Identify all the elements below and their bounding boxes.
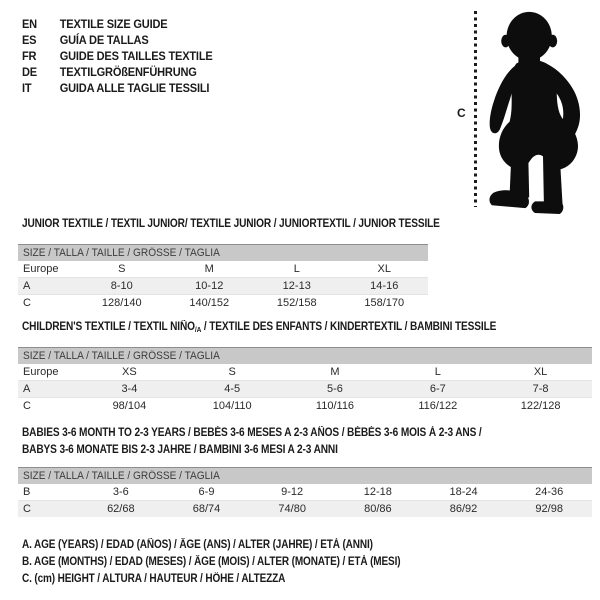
table-cell: 80/86 bbox=[364, 503, 392, 515]
baby-silhouette bbox=[486, 8, 594, 214]
table-row bbox=[18, 261, 428, 278]
table-cell: 10-12 bbox=[195, 280, 224, 292]
table-cell: 24-36 bbox=[535, 486, 564, 498]
table-cell: 92/98 bbox=[535, 503, 563, 515]
row-label: B bbox=[23, 486, 31, 498]
title-text: JUNIOR TEXTILE / TEXTIL JUNIOR/ TEXTILE JUNIOR / JUNIORTEXTIL / JUNIOR TESSILE bbox=[22, 218, 440, 230]
table-cell: 86/92 bbox=[449, 503, 478, 515]
table-cell: S bbox=[118, 263, 126, 275]
table-cell: XL bbox=[533, 366, 548, 378]
table-cell: 98/104 bbox=[112, 400, 147, 412]
language-code: EN bbox=[22, 17, 37, 31]
language-label: GUÍA DE TALLAS bbox=[59, 33, 149, 47]
footnotes-legend bbox=[22, 537, 457, 588]
language-row bbox=[22, 32, 213, 48]
table-cell: 5-6 bbox=[327, 383, 343, 395]
footnote-line: C. (cm) HEIGHT / ALTURA / HAUTEUR / HÖHE / ALTEZZA bbox=[22, 573, 286, 585]
size-table-header bbox=[18, 348, 592, 364]
language-label: GUIDE DES TAILLES TEXTILE bbox=[59, 49, 213, 63]
table-cell: 3-6 bbox=[112, 486, 129, 498]
table-row bbox=[18, 484, 592, 501]
table-cell: 3-4 bbox=[121, 383, 138, 395]
title-subscript: /A bbox=[194, 325, 202, 334]
table-cell: 7-8 bbox=[532, 383, 549, 395]
section-title-line bbox=[22, 425, 524, 442]
table-cell: L bbox=[293, 263, 300, 275]
size-table-header-text: SIZE / TALLA / TAILLE / GRÖSSE / TAGLIA bbox=[23, 470, 220, 482]
table-cell: 74/80 bbox=[278, 503, 306, 515]
title-text: CHILDREN'S TEXTILE / TEXTIL NIÑO bbox=[22, 321, 195, 333]
table-cell: 18-24 bbox=[449, 486, 478, 498]
language-row bbox=[22, 48, 213, 64]
table-row bbox=[18, 364, 592, 381]
table-cell: 104/110 bbox=[212, 400, 252, 412]
row-label: Europe bbox=[23, 263, 59, 275]
table-row bbox=[18, 295, 428, 311]
row-label: C bbox=[23, 297, 31, 309]
size-table-header bbox=[18, 245, 428, 261]
table-cell: 9-12 bbox=[281, 486, 304, 498]
footnote-line: B. AGE (MONTHS) / EDAD (MESES) / ÂGE (MOIS) / ALTER (MONATE) / ETÀ (MESI) bbox=[22, 556, 401, 568]
language-code: IT bbox=[22, 81, 32, 95]
table-cell: 116/122 bbox=[418, 400, 458, 412]
table-cell: M bbox=[204, 263, 214, 275]
table-cell: 4-5 bbox=[224, 383, 241, 395]
table-cell: 14-16 bbox=[370, 280, 399, 292]
section-title-line bbox=[22, 319, 524, 335]
table-cell: 62/68 bbox=[107, 503, 135, 515]
table-cell: M bbox=[330, 366, 340, 378]
title-text: BABIES 3-6 MONTH TO 2-3 YEARS / BEBÉS 3-6 MESES A 2-3 AÑOS / BÉBÉS 3-6 MOIS À 2-3 ANS / bbox=[22, 427, 482, 439]
section-title bbox=[22, 425, 592, 459]
table-cell: 12-13 bbox=[282, 280, 311, 292]
section-babies-textile bbox=[18, 425, 592, 517]
section-title-line bbox=[22, 216, 440, 232]
title-text: BABYS 3-6 MONATE BIS 2-3 JAHRE / BAMBINI 3-6 MESI A 2-3 ANNI bbox=[22, 444, 338, 456]
size-table-header bbox=[18, 468, 592, 484]
language-row bbox=[22, 80, 213, 96]
table-cell: 68/74 bbox=[192, 503, 221, 515]
table-cell: 6-9 bbox=[198, 486, 215, 498]
height-label: C bbox=[457, 106, 466, 120]
size-table-header-text: SIZE / TALLA / TAILLE / GRÖSSE / TAGLIA bbox=[23, 247, 220, 259]
size-table bbox=[18, 467, 592, 517]
table-cell: 6-7 bbox=[429, 383, 446, 395]
section-title bbox=[22, 216, 497, 232]
table-cell: S bbox=[228, 366, 236, 378]
table-cell: 128/140 bbox=[101, 297, 142, 309]
row-label: C bbox=[23, 503, 31, 515]
size-table bbox=[18, 347, 592, 414]
language-list bbox=[22, 16, 229, 96]
section-childrens-textile bbox=[18, 319, 592, 414]
language-code: ES bbox=[22, 33, 37, 47]
table-cell: 140/152 bbox=[189, 297, 230, 309]
title-text: / TEXTILE DES ENFANTS / KINDERTEXTIL / BAMBINI TESSILE bbox=[201, 321, 497, 333]
row-label: Europe bbox=[23, 366, 59, 378]
language-label: GUIDA ALLE TAGLIE TESSILI bbox=[59, 81, 210, 95]
height-dotted-line bbox=[474, 11, 477, 207]
table-row bbox=[18, 398, 592, 414]
section-title bbox=[22, 319, 592, 335]
table-cell: 110/116 bbox=[315, 400, 355, 412]
table-cell: 12-18 bbox=[363, 486, 392, 498]
table-row bbox=[18, 278, 428, 295]
row-label: A bbox=[23, 383, 31, 395]
section-junior-textile bbox=[18, 216, 497, 311]
table-cell: XL bbox=[377, 263, 391, 275]
table-cell: 122/128 bbox=[520, 400, 561, 412]
table-row bbox=[18, 381, 592, 398]
language-code: DE bbox=[22, 65, 37, 79]
table-cell: XS bbox=[122, 366, 137, 378]
section-title-line bbox=[22, 442, 524, 459]
table-cell: L bbox=[434, 366, 441, 378]
language-label: TEXTILE SIZE GUIDE bbox=[59, 17, 168, 31]
table-cell: 152/158 bbox=[276, 297, 317, 309]
size-table-header-text: SIZE / TALLA / TAILLE / GRÖSSE / TAGLIA bbox=[23, 350, 220, 362]
table-row bbox=[18, 501, 592, 517]
table-cell: 158/170 bbox=[364, 297, 405, 309]
footnote-line: A. AGE (YEARS) / EDAD (AÑOS) / ÂGE (ANS) / ALTER (JAHRE) / ETÀ (ANNI) bbox=[22, 539, 373, 551]
row-label: A bbox=[23, 280, 31, 292]
size-table bbox=[18, 244, 428, 311]
table-cell: 8-10 bbox=[110, 280, 133, 292]
language-row bbox=[22, 16, 213, 32]
row-label: C bbox=[23, 400, 31, 412]
language-row bbox=[22, 64, 213, 80]
language-label: TEXTILGRÖßENFÜHRUNG bbox=[59, 65, 197, 79]
language-code: FR bbox=[22, 49, 37, 63]
